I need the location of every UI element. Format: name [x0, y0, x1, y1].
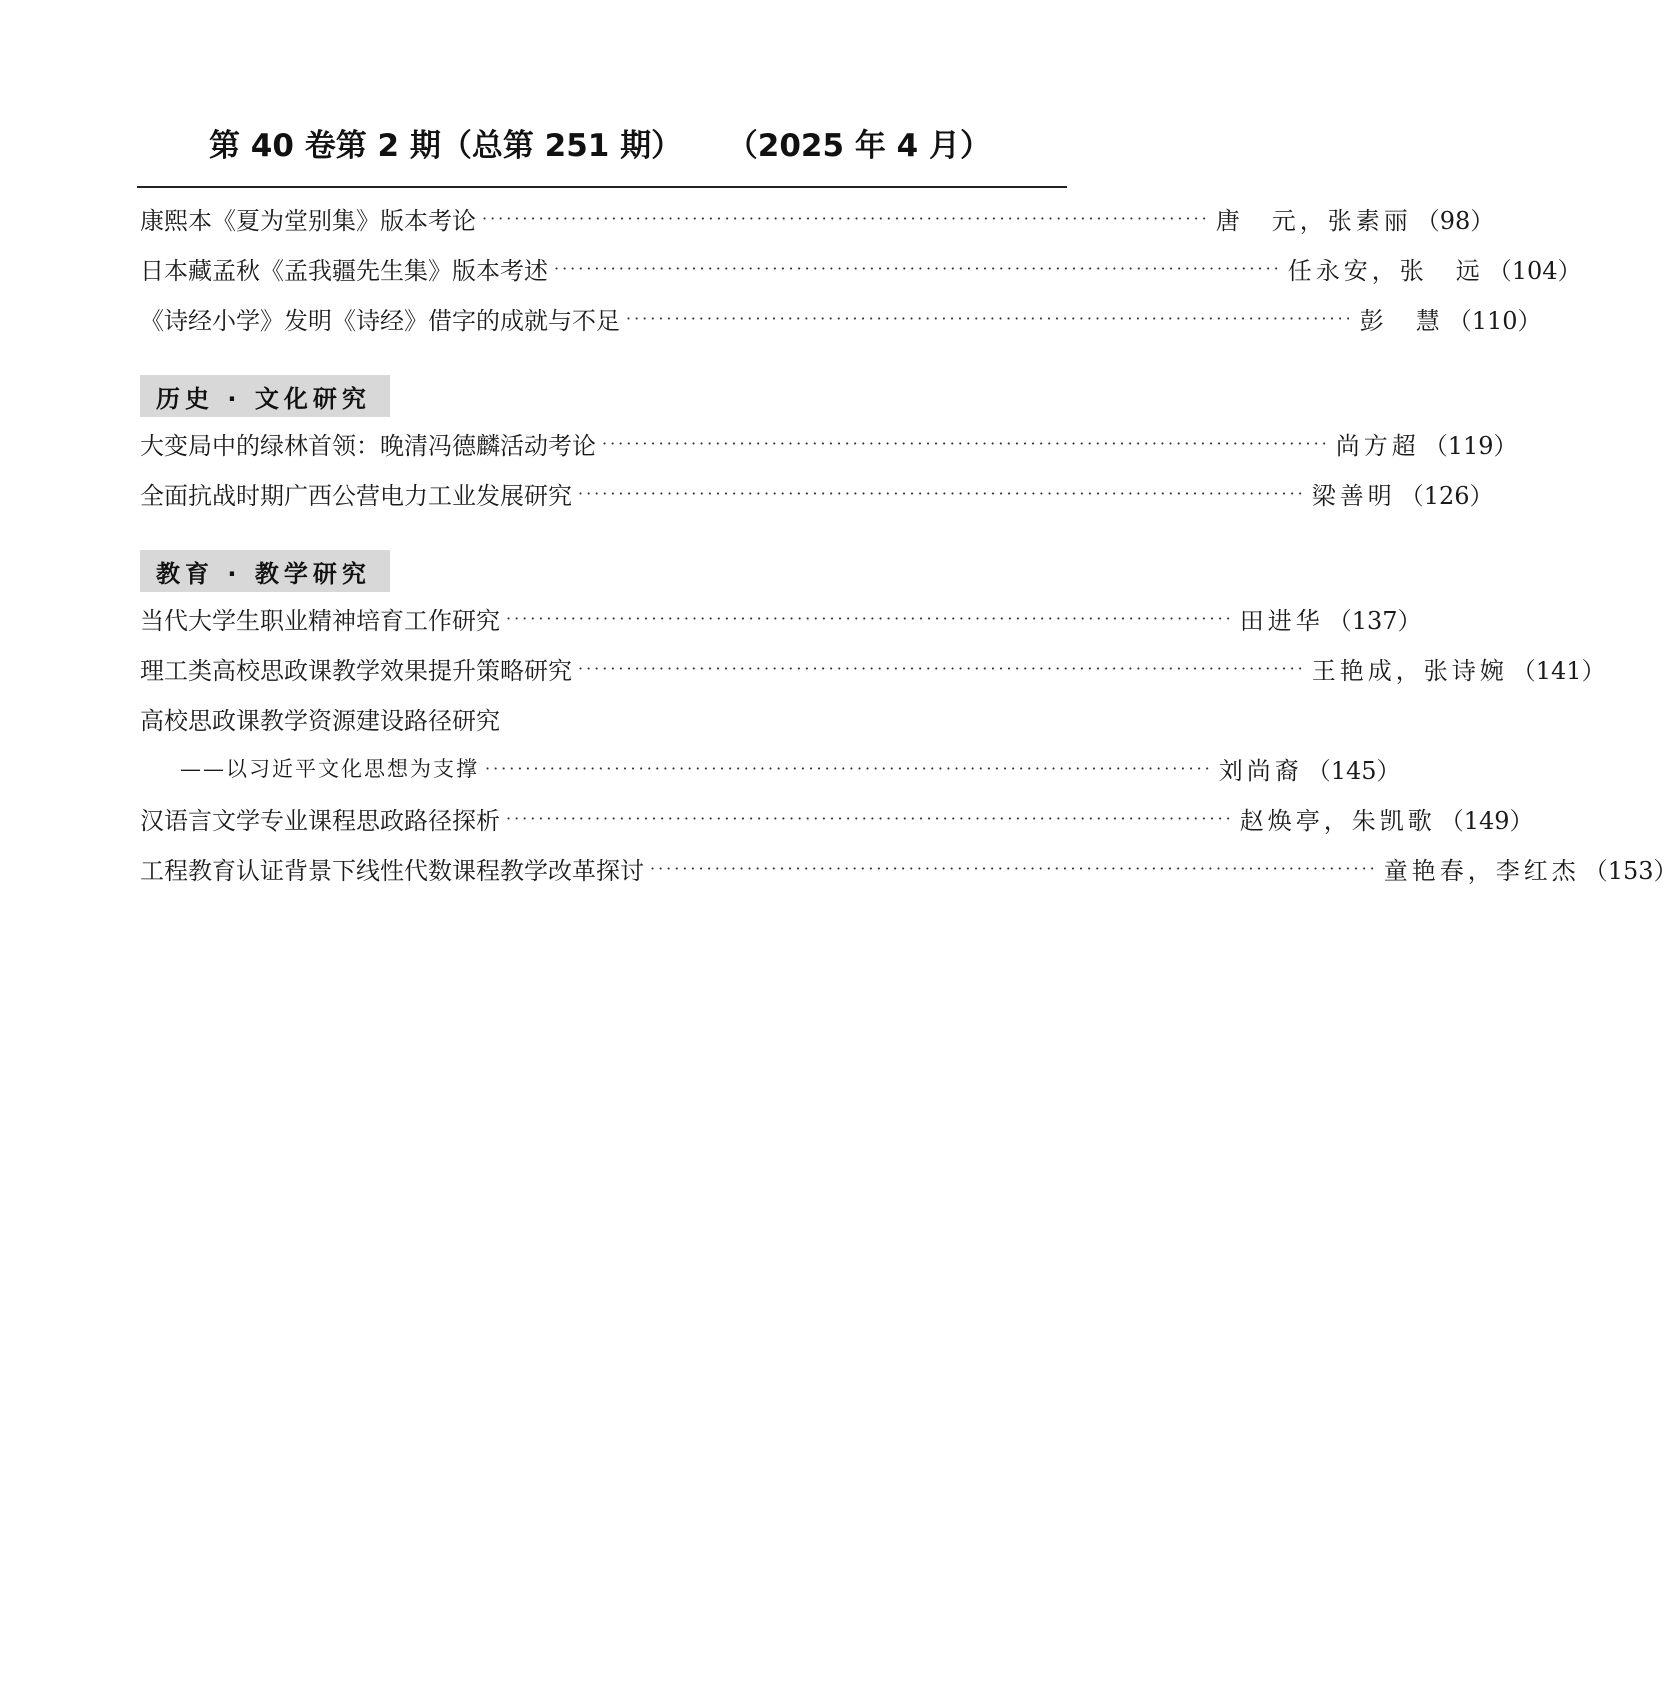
entry-page: （149）: [1439, 806, 1534, 835]
entry-title: 康熙本《夏为堂别集》版本考论: [140, 206, 476, 235]
header-rule: [137, 186, 1067, 188]
entry-author: 彭 慧: [1359, 306, 1444, 335]
toc-entry-heading[interactable]: [140, 700, 1064, 736]
section-heading-history: 历史 · 文化研究: [140, 375, 390, 417]
entry-title: 当代大学生职业精神培育工作研究: [140, 606, 500, 635]
toc-entry[interactable]: [140, 250, 1582, 286]
journal-header: [137, 120, 1067, 165]
toc-entry[interactable]: [140, 425, 1518, 461]
entry-author: 田进华: [1239, 606, 1324, 635]
dot-leader: ··························································································: [554, 258, 1282, 278]
issue-volume: 第 40 卷第 2 期（总第 251 期）: [209, 128, 683, 164]
dot-leader: ··························································································: [626, 308, 1354, 328]
entry-page: （141）: [1511, 656, 1606, 685]
entry-author: 童艳春，李红杰: [1383, 856, 1580, 885]
entry-author: 梁善明: [1311, 481, 1396, 510]
toc-entry[interactable]: [140, 850, 1678, 886]
entry-title: 全面抗战时期广西公营电力工业发展研究: [140, 481, 572, 510]
entry-author: 尚方超: [1335, 431, 1420, 460]
toc-entry[interactable]: [140, 600, 1422, 636]
entry-page: （137）: [1327, 606, 1422, 635]
toc-entry[interactable]: [140, 200, 1495, 236]
entry-subtitle: ——以习近平文化思想为支撑: [180, 757, 479, 781]
entry-author: 刘尚裔: [1218, 756, 1303, 785]
dot-leader: ··························································································: [578, 658, 1306, 678]
entry-title: 工程教育认证背景下线性代数课程教学改革探讨: [140, 856, 644, 885]
entry-page: （98）: [1415, 206, 1495, 235]
toc-entry[interactable]: [140, 475, 1494, 511]
entry-title: 大变局中的绿林首领：晚清冯德麟活动考论: [140, 431, 596, 460]
toc-entry[interactable]: [140, 650, 1606, 686]
entry-page: （110）: [1447, 306, 1542, 335]
entry-page: （104）: [1487, 256, 1582, 285]
entry-page: （145）: [1306, 756, 1401, 785]
dot-leader: ··························································································: [650, 858, 1378, 878]
entry-title: 理工类高校思政课教学效果提升策略研究: [140, 656, 572, 685]
dot-leader: ··························································································: [482, 208, 1210, 228]
entry-author: 赵焕亭，朱凯歌: [1239, 806, 1436, 835]
dot-leader: ··························································································: [602, 433, 1330, 453]
dot-leader: ··························································································: [506, 808, 1234, 828]
entry-author: 任永安，张 远: [1287, 256, 1484, 285]
dot-leader: ··························································································: [506, 608, 1234, 628]
entry-author: 唐 元，张素丽: [1215, 206, 1412, 235]
entry-title: 高校思政课教学资源建设路径研究: [140, 706, 500, 735]
dot-leader: ··························································································: [485, 758, 1213, 778]
issue-date: （2025 年 4 月）: [726, 128, 991, 164]
entry-page: （119）: [1423, 431, 1518, 460]
entry-title: 《诗经小学》发明《诗经》借字的成就与不足: [140, 306, 620, 335]
toc-entry-subtitle[interactable]: [140, 750, 1401, 786]
section-heading-education: 教育 · 教学研究: [140, 550, 390, 592]
entry-title: 日本藏孟秋《孟我疆先生集》版本考述: [140, 256, 548, 285]
entry-title: 汉语言文学专业课程思政路径探析: [140, 806, 500, 835]
toc-entry[interactable]: [140, 800, 1534, 836]
dot-leader: ··························································································: [578, 483, 1306, 503]
toc-entry[interactable]: [140, 300, 1542, 336]
entry-page: （126）: [1399, 481, 1494, 510]
entry-page: （153）: [1583, 856, 1678, 885]
entry-author: 王艳成，张诗婉: [1311, 656, 1508, 685]
